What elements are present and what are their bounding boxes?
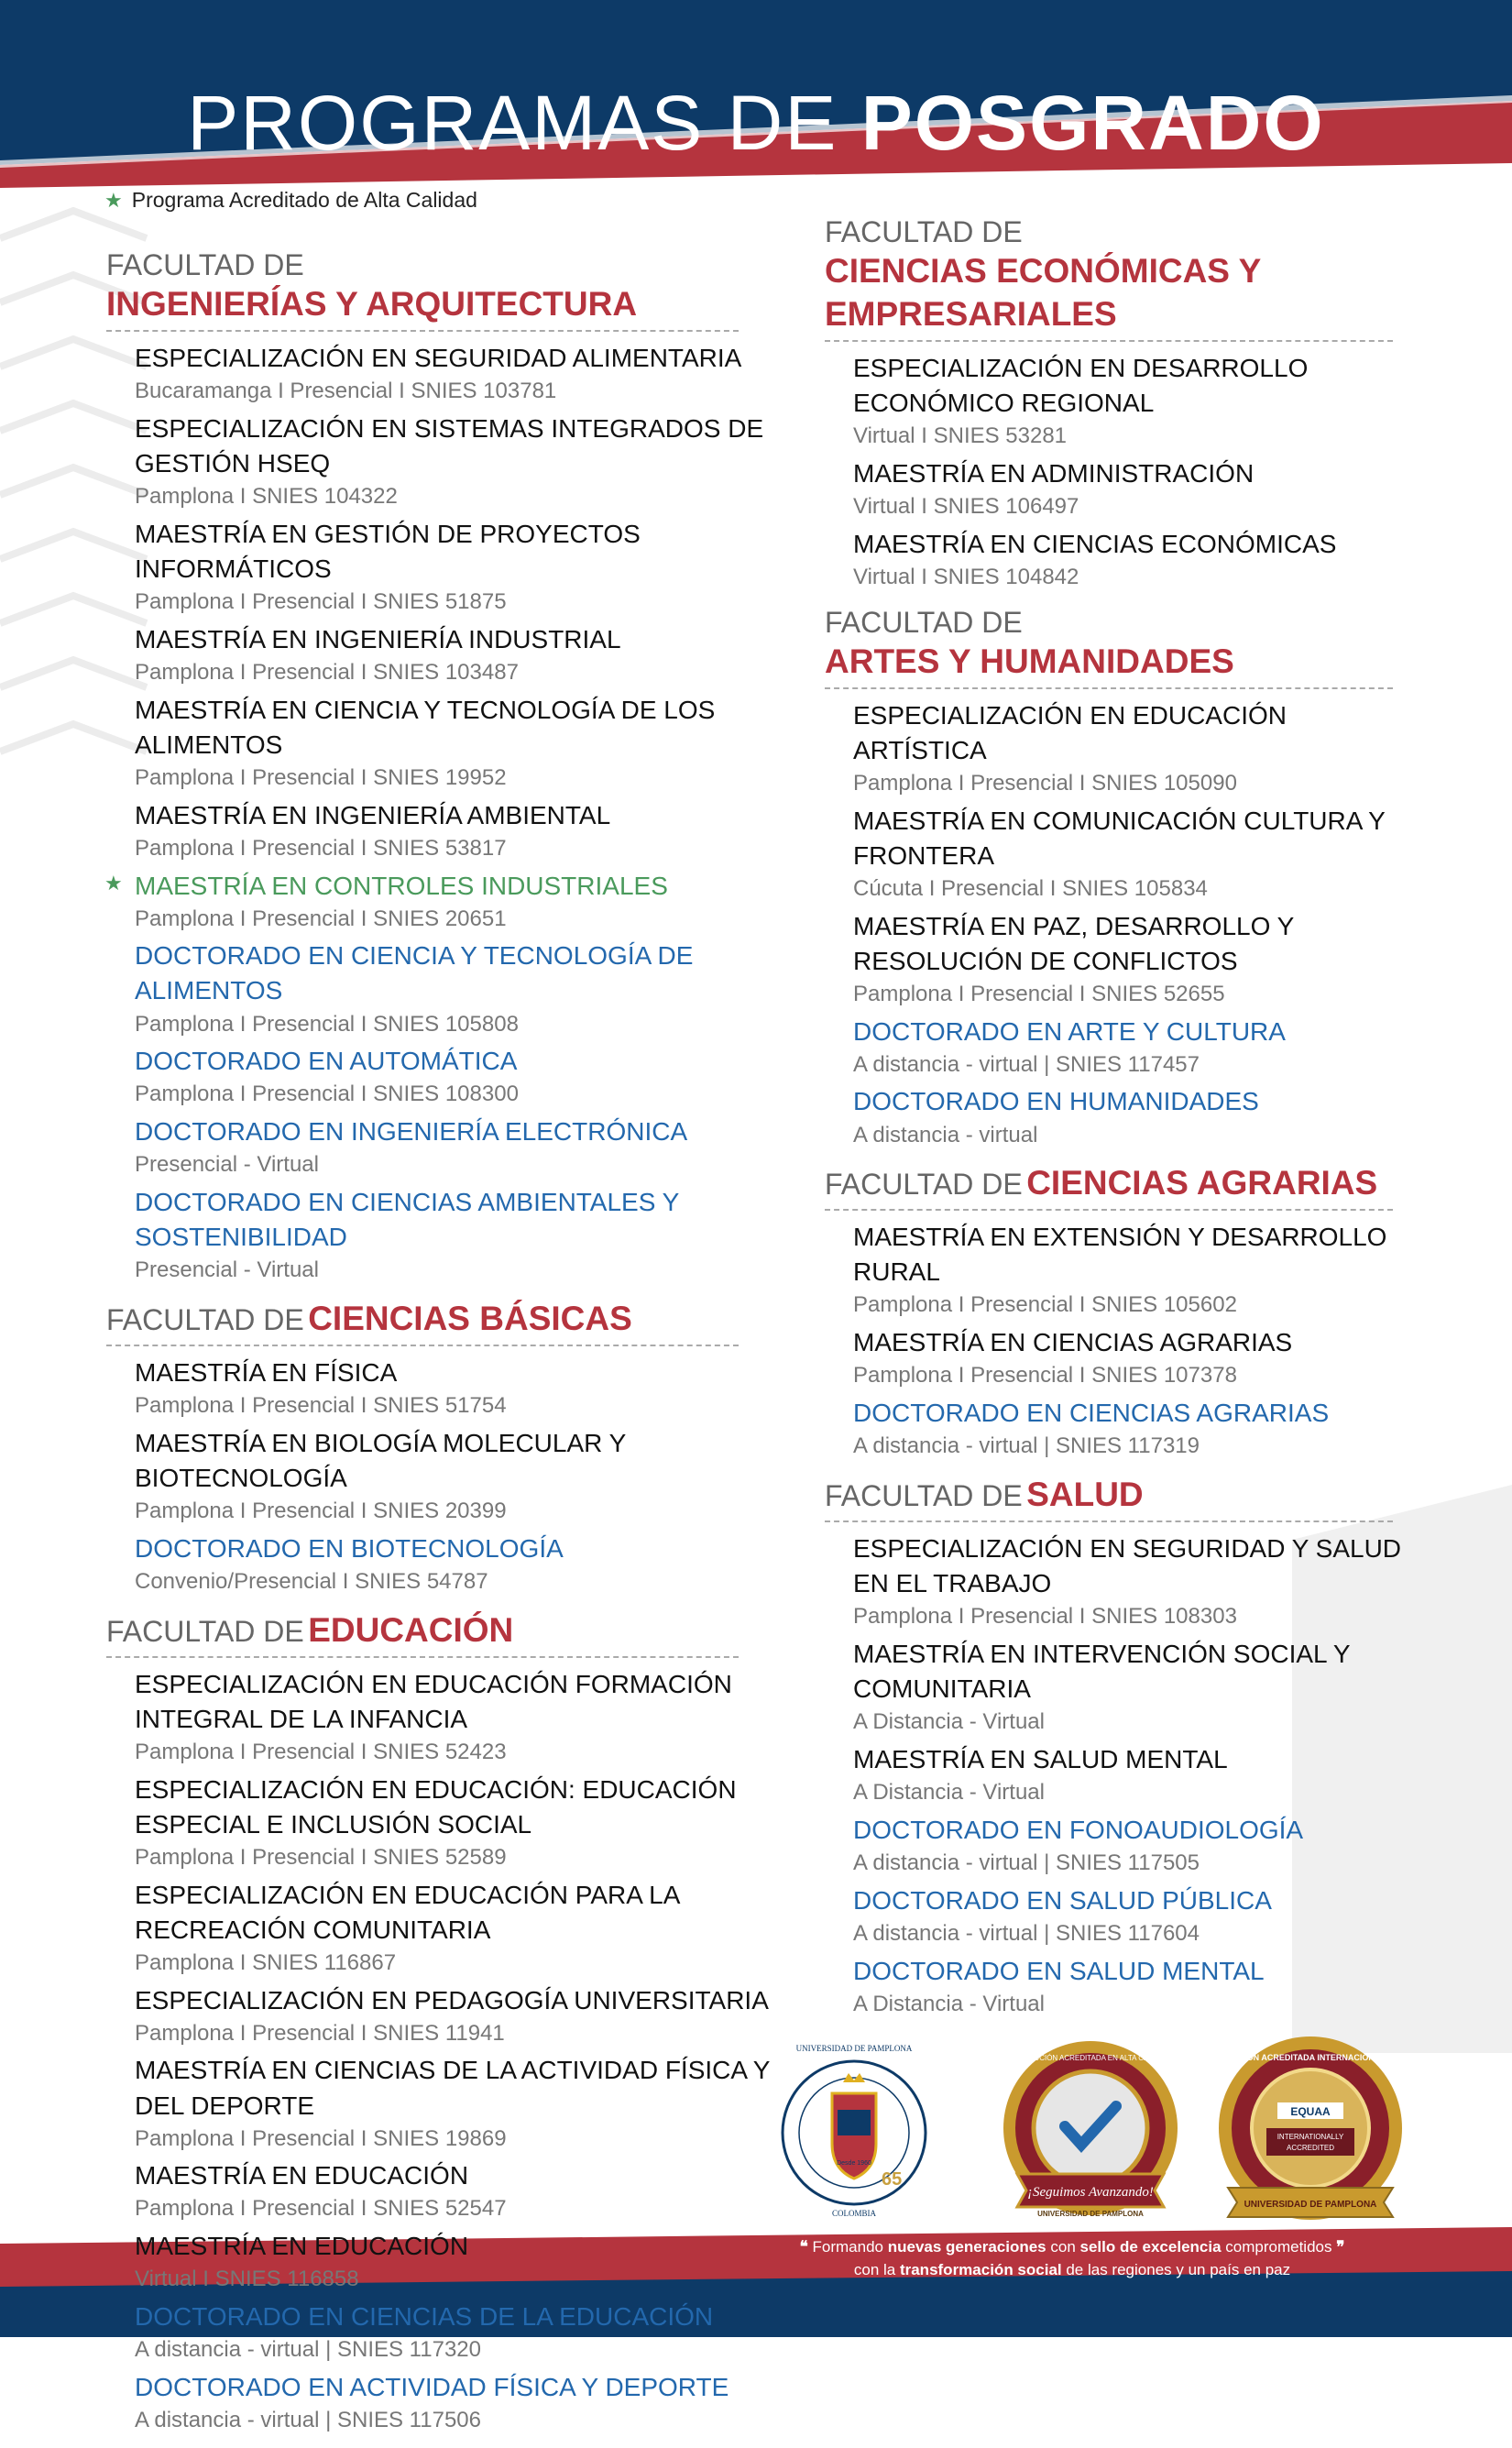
- program-name: ESPECIALIZACIÓN EN EDUCACIÓN PARA LA RECREACIÓN COMUNITARIA: [135, 1880, 679, 1944]
- program-detail: A Distancia - Virtual: [853, 1991, 1045, 2016]
- faculty-name: CIENCIAS BÁSICAS: [308, 1300, 632, 1338]
- title-bold: POSGRADO: [860, 80, 1325, 166]
- svg-text:ACCREDITED: ACCREDITED: [1286, 2144, 1335, 2152]
- program-detail: Virtual I SNIES 104842: [853, 564, 1079, 589]
- faculty-section: [106, 247, 803, 1287]
- program-item: [825, 1531, 1420, 1633]
- program-name: MAESTRÍA EN CIENCIAS ECONÓMICAS: [853, 529, 1337, 558]
- program-detail: A distancia - virtual | SNIES 117320: [135, 2337, 481, 2363]
- program-detail: Pamplona I Presencial I SNIES 52423: [135, 1739, 507, 1764]
- program-name: DOCTORADO EN HUMANIDADES: [853, 1087, 1259, 1116]
- title-light: PROGRAMAS DE: [187, 80, 838, 166]
- page-title: [0, 80, 1512, 166]
- faculty-name: SALUD: [1026, 1476, 1144, 1514]
- faculty-name: EDUCACIÓN: [308, 1610, 514, 1649]
- faculty-prefix: FACULTAD DE: [825, 605, 1023, 639]
- program-item: [106, 2053, 803, 2155]
- program-name: MAESTRÍA EN CONTROLES INDUSTRIALES: [135, 871, 668, 900]
- footer-line-2: con la transformación social de las regiones y un país en paz: [853, 2260, 1291, 2278]
- program-detail: Presencial - Virtual: [135, 1257, 319, 1283]
- program-name: ESPECIALIZACIÓN EN EDUCACIÓN ARTÍSTICA: [853, 700, 1287, 764]
- program-name: MAESTRÍA EN CIENCIAS DE LA ACTIVIDAD FÍSICA Y DEL DEPORTE: [135, 2056, 770, 2120]
- faculty-prefix: FACULTAD DE: [106, 1303, 304, 1337]
- program-detail: Pamplona I Presencial I SNIES 103487: [135, 659, 519, 685]
- program-item: [825, 698, 1420, 800]
- program-item: [106, 1426, 803, 1528]
- program-detail: Pamplona I Presencial I SNIES 52547: [135, 2196, 507, 2222]
- faculty-heading: [825, 1474, 1393, 1522]
- faculty-heading: [106, 247, 739, 332]
- program-name: DOCTORADO EN ACTIVIDAD FÍSICA Y DEPORTE: [135, 2373, 729, 2402]
- program-name: ESPECIALIZACIÓN EN SISTEMAS INTEGRADOS DE GESTIÓN HSEQ: [135, 413, 764, 478]
- program-detail: A distancia - virtual: [853, 1122, 1038, 1147]
- program-detail: A Distancia - Virtual: [853, 1709, 1045, 1735]
- program-name: MAESTRÍA EN INTERVENCIÓN SOCIAL Y COMUNITARIA: [853, 1639, 1350, 1704]
- program-name: DOCTORADO EN ARTE Y CULTURA: [853, 1016, 1286, 1046]
- faculty-heading: [106, 1298, 739, 1346]
- program-detail: Pamplona I Presencial I SNIES 11941: [135, 2020, 505, 2046]
- accreditation-legend: [104, 188, 477, 213]
- program-item: [825, 1742, 1420, 1809]
- program-item: [106, 1878, 803, 1980]
- program-detail: Pamplona I Presencial I SNIES 52589: [135, 1844, 507, 1870]
- program-name: DOCTORADO EN AUTOMÁTICA: [135, 1047, 518, 1076]
- program-name: ESPECIALIZACIÓN EN EDUCACIÓN: EDUCACIÓN ESPECIAL E INCLUSIÓN SOCIAL: [135, 1774, 737, 1839]
- program-detail: Pamplona I Presencial I SNIES 20651: [135, 906, 507, 931]
- program-item: [106, 1983, 803, 2050]
- program-item: [106, 1356, 803, 1422]
- program-detail: Cúcuta I Presencial I SNIES 105834: [853, 875, 1208, 901]
- program-detail: Pamplona I SNIES 116867: [135, 1949, 397, 1975]
- program-item: [106, 1044, 803, 1111]
- faculty-heading: [825, 1162, 1393, 1211]
- program-item: [106, 1773, 803, 1874]
- svg-text:INTERNATIONALLY: INTERNATIONALLY: [1276, 2133, 1344, 2141]
- program-detail: Bucaramanga I Presencial I SNIES 103781: [135, 379, 557, 404]
- program-detail: Virtual I SNIES 116858: [135, 2267, 359, 2292]
- high-quality-accreditation-seal-icon: [1003, 2041, 1178, 2218]
- faculty-section: [825, 1474, 1420, 2020]
- program-name: DOCTORADO EN INGENIERÍA ELECTRÓNICA: [135, 1117, 688, 1147]
- program-item: [106, 1114, 803, 1181]
- program-detail: Pamplona I Presencial I SNIES 51875: [135, 589, 507, 614]
- program-name: MAESTRÍA EN EDUCACIÓN: [135, 2232, 469, 2261]
- program-detail: Pamplona I Presencial I SNIES 105090: [853, 770, 1237, 796]
- faculty-name: CIENCIAS ECONÓMICAS Y EMPRESARIALES: [825, 252, 1261, 334]
- program-item: [825, 456, 1420, 523]
- program-name: MAESTRÍA EN ADMINISTRACIÓN: [853, 458, 1255, 488]
- program-detail: Pamplona I Presencial I SNIES 51754: [135, 1393, 507, 1419]
- program-item: [825, 1084, 1420, 1151]
- program-name: DOCTORADO EN SALUD MENTAL: [853, 1956, 1265, 1985]
- left-column: [106, 247, 803, 2448]
- program-item: [106, 412, 803, 513]
- program-detail: Presencial - Virtual: [135, 1152, 319, 1178]
- program-item: [106, 2300, 803, 2366]
- program-name: ESPECIALIZACIÓN EN SEGURIDAD ALIMENTARIA: [135, 344, 742, 373]
- program-item: [106, 798, 803, 865]
- program-item: [106, 1667, 803, 1769]
- svg-text:UNIVERSIDAD DE PAMPLONA: UNIVERSIDAD DE PAMPLONA: [1244, 2200, 1377, 2210]
- program-item: [825, 804, 1420, 906]
- svg-text:UNIVERSIDAD DE PAMPLONA: UNIVERSIDAD DE PAMPLONA: [1037, 2210, 1144, 2218]
- program-detail: Pamplona I Presencial I SNIES 108300: [135, 1081, 519, 1107]
- open-quote-icon: ❝: [799, 2238, 808, 2256]
- program-detail: Pamplona I Presencial I SNIES 105808: [135, 1011, 519, 1037]
- program-name: MAESTRÍA EN PAZ, DESARROLLO Y RESOLUCIÓN DE CONFLICTOS: [853, 911, 1294, 975]
- program-item: [106, 693, 803, 795]
- program-name: DOCTORADO EN SALUD PÚBLICA: [853, 1885, 1272, 1915]
- university-crest-icon: [783, 2044, 926, 2218]
- faculty-heading: [106, 1609, 739, 1658]
- program-detail: A distancia - virtual | SNIES 117457: [853, 1051, 1200, 1077]
- faculty-name: ARTES Y HUMANIDADES: [825, 642, 1234, 680]
- program-name: ESPECIALIZACIÓN EN DESARROLLO ECONÓMICO REGIONAL: [853, 354, 1309, 418]
- program-name: MAESTRÍA EN INGENIERÍA AMBIENTAL: [135, 800, 611, 829]
- program-detail: Pamplona I Presencial I SNIES 105602: [853, 1292, 1237, 1318]
- program-item: [106, 341, 803, 408]
- program-name: MAESTRÍA EN COMUNICACIÓN CULTURA Y FRONTERA: [853, 806, 1386, 870]
- program-detail: Pamplona I Presencial I SNIES 108303: [853, 1604, 1237, 1630]
- program-detail: Pamplona I Presencial I SNIES 19869: [135, 2125, 507, 2151]
- program-name: ESPECIALIZACIÓN EN SEGURIDAD Y SALUD EN EL TRABAJO: [853, 1534, 1402, 1598]
- program-name: ESPECIALIZACIÓN EN EDUCACIÓN FORMACIÓN INTEGRAL DE LA INFANCIA: [135, 1669, 732, 1733]
- faculty-section: [825, 1162, 1420, 1463]
- program-name: ESPECIALIZACIÓN EN PEDAGOGÍA UNIVERSITARIA: [135, 1985, 769, 2014]
- close-quote-icon: ❞: [1336, 2238, 1345, 2256]
- svg-text:Desde 1960: Desde 1960: [837, 2160, 871, 2167]
- program-detail: A Distancia - Virtual: [853, 1779, 1045, 1805]
- program-detail: A distancia - virtual | SNIES 117505: [853, 1850, 1200, 1875]
- program-detail: A distancia - virtual | SNIES 117319: [853, 1433, 1200, 1459]
- program-detail: A distancia - virtual | SNIES 117506: [135, 2408, 481, 2433]
- program-detail: Pamplona I Presencial I SNIES 52655: [853, 981, 1225, 1006]
- program-item: [825, 1883, 1420, 1950]
- badge-65: 65: [882, 2169, 903, 2190]
- program-name: DOCTORADO EN BIOTECNOLOGÍA: [135, 1533, 564, 1563]
- accreditation-seals: [779, 2027, 1420, 2238]
- program-item: [106, 2158, 803, 2225]
- faculty-name: INGENIERÍAS Y ARQUITECTURA: [106, 285, 638, 324]
- program-name: MAESTRÍA EN CIENCIAS AGRARIAS: [853, 1328, 1293, 1357]
- svg-text:¡Seguimos Avanzando!: ¡Seguimos Avanzando!: [1027, 2185, 1154, 2200]
- faculty-name: CIENCIAS AGRARIAS: [1026, 1164, 1378, 1202]
- faculty-heading: [825, 214, 1393, 342]
- program-item: [825, 909, 1420, 1011]
- program-name: MAESTRÍA EN BIOLOGÍA MOLECULAR Y BIOTECNOLOGÍA: [135, 1428, 626, 1492]
- program-item: [825, 1015, 1420, 1081]
- star-icon: ★: [104, 871, 123, 895]
- international-accreditation-seal-icon: [1207, 2036, 1415, 2220]
- program-item: [825, 1396, 1420, 1463]
- program-item: [106, 517, 803, 619]
- program-detail: Convenio/Presencial I SNIES 54787: [135, 1568, 488, 1594]
- program-detail: Virtual I SNIES 53281: [853, 423, 1068, 449]
- program-detail: Pamplona I Presencial I SNIES 53817: [135, 835, 507, 861]
- footer-slogan: [660, 2236, 1485, 2281]
- program-item: [825, 1325, 1420, 1392]
- program-item: [825, 1954, 1420, 2021]
- svg-text:INSTITUCIÓN ACREDITADA INTERNA: INSTITUCIÓN ACREDITADA INTERNACIONALMENTE: [1206, 2053, 1415, 2062]
- program-item: [106, 1531, 803, 1598]
- program-detail: Pamplona I Presencial I SNIES 20399: [135, 1498, 507, 1524]
- program-name: DOCTORADO EN CIENCIAS AGRARIAS: [853, 1399, 1330, 1428]
- footer-line-1: ❝ Formando nuevas generaciones con sello de excelencia comprometidos ❞: [799, 2238, 1345, 2256]
- program-detail: Pamplona I Presencial I SNIES 107378: [853, 1363, 1237, 1389]
- faculty-prefix: FACULTAD DE: [825, 1168, 1023, 1202]
- svg-text:EQUAA: EQUAA: [1290, 2105, 1331, 2118]
- program-name: MAESTRÍA EN EXTENSIÓN Y DESARROLLO RURAL: [853, 1223, 1387, 1287]
- program-name: MAESTRÍA EN INGENIERÍA INDUSTRIAL: [135, 624, 621, 653]
- program-item: [825, 1220, 1420, 1322]
- program-item: [106, 1185, 803, 1287]
- faculty-prefix: FACULTAD DE: [825, 1479, 1023, 1513]
- program-name: MAESTRÍA EN GESTIÓN DE PROYECTOS INFORMÁTICOS: [135, 519, 641, 583]
- program-item: [825, 527, 1420, 594]
- program-item: [825, 1813, 1420, 1880]
- program-name: MAESTRÍA EN SALUD MENTAL: [853, 1744, 1228, 1773]
- program-item: [106, 939, 803, 1040]
- program-item: [106, 2370, 803, 2437]
- faculty-prefix: FACULTAD DE: [106, 1614, 304, 1648]
- program-item: [106, 622, 803, 689]
- faculty-heading: [825, 605, 1393, 689]
- program-name: MAESTRÍA EN EDUCACIÓN: [135, 2161, 469, 2190]
- faculty-section: [825, 605, 1420, 1152]
- right-column: [825, 214, 1420, 2031]
- faculty-prefix: FACULTAD DE: [106, 248, 304, 281]
- svg-text:INSTITUCIÓN ACREDITADA EN ALTA: INSTITUCIÓN ACREDITADA EN ALTA CALIDAD: [1011, 2054, 1170, 2062]
- program-detail: A distancia - virtual | SNIES 117604: [853, 1920, 1200, 1946]
- faculty-section: [106, 1609, 803, 2437]
- program-name: DOCTORADO EN FONOAUDIOLOGÍA: [853, 1815, 1304, 1844]
- faculty-section: [825, 214, 1420, 594]
- program-detail: Pamplona I Presencial I SNIES 19952: [135, 764, 507, 790]
- faculty-section: [106, 1298, 803, 1598]
- program-name: DOCTORADO EN CIENCIAS AMBIENTALES Y SOSTENIBILIDAD: [135, 1188, 679, 1252]
- legend-label: Programa Acreditado de Alta Calidad: [131, 188, 477, 212]
- program-item: [825, 1637, 1420, 1739]
- program-detail: Pamplona I SNIES 104322: [135, 484, 398, 510]
- program-detail: Virtual I SNIES 106497: [853, 494, 1079, 520]
- program-name: MAESTRÍA EN CIENCIA Y TECNOLOGÍA DE LOS ALIMENTOS: [135, 695, 716, 759]
- svg-text:UNIVERSIDAD DE PAMPLONA: UNIVERSIDAD DE PAMPLONA: [795, 2044, 913, 2053]
- program-item: [825, 351, 1420, 453]
- program-item: [106, 869, 803, 936]
- faculty-prefix: FACULTAD DE: [825, 215, 1023, 248]
- program-name: DOCTORADO EN CIENCIAS DE LA EDUCACIÓN: [135, 2302, 714, 2332]
- program-name: MAESTRÍA EN FÍSICA: [135, 1358, 398, 1388]
- star-icon: ★: [104, 188, 123, 212]
- svg-text:COLOMBIA: COLOMBIA: [831, 2209, 877, 2218]
- program-name: DOCTORADO EN CIENCIA Y TECNOLOGÍA DE ALIMENTOS: [135, 941, 694, 1005]
